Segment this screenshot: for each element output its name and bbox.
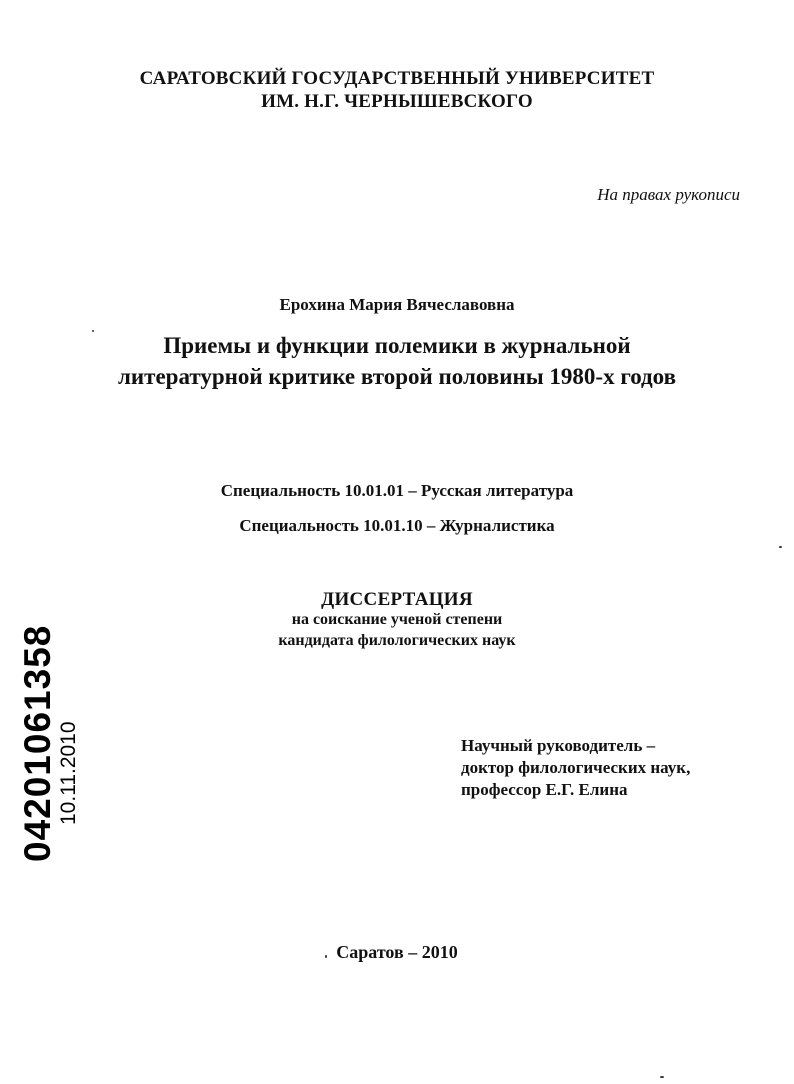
dissertation-degree-line1: на соискание ученой степени [291,611,503,628]
library-stamp-date: 10.11.2010 [57,721,80,825]
library-stamp-number: 04201061358 [17,624,58,862]
dissertation-heading: ДИССЕРТАЦИЯ [321,589,473,610]
rights-note: На правах рукописи [597,185,740,204]
advisor-line3: профессор Е.Г. Елина [461,780,628,799]
city-year: Саратов – 2010 [336,942,458,962]
dissertation-degree-line2: кандидата филологических наук [278,632,516,649]
dissertation-title-line2: литературной критике второй половины 1980-х годов [117,364,677,389]
scan-speck [660,1076,664,1078]
scan-speck [325,955,327,958]
specialty-1: Специальность 10.01.01 – Русская литература [220,481,574,500]
scan-speck [92,330,94,332]
scan-speck [779,546,782,548]
scientific-advisor [461,735,690,801]
author-name: Ерохина Мария Вячеславовна [279,295,515,314]
university-name-line2: ИМ. Н.Г. ЧЕРНЫШЕВСКОГО [261,91,533,112]
dissertation-title-line1: Приемы и функции полемики в журнальной [163,333,631,358]
advisor-line2: доктор филологических наук, [461,758,691,777]
advisor-line1: Научный руководитель – [461,736,656,755]
specialty-2: Специальность 10.01.10 – Журналистика [239,516,555,535]
university-name-line1: САРАТОВСКИЙ ГОСУДАРСТВЕННЫЙ УНИВЕРСИТЕТ [139,68,655,89]
